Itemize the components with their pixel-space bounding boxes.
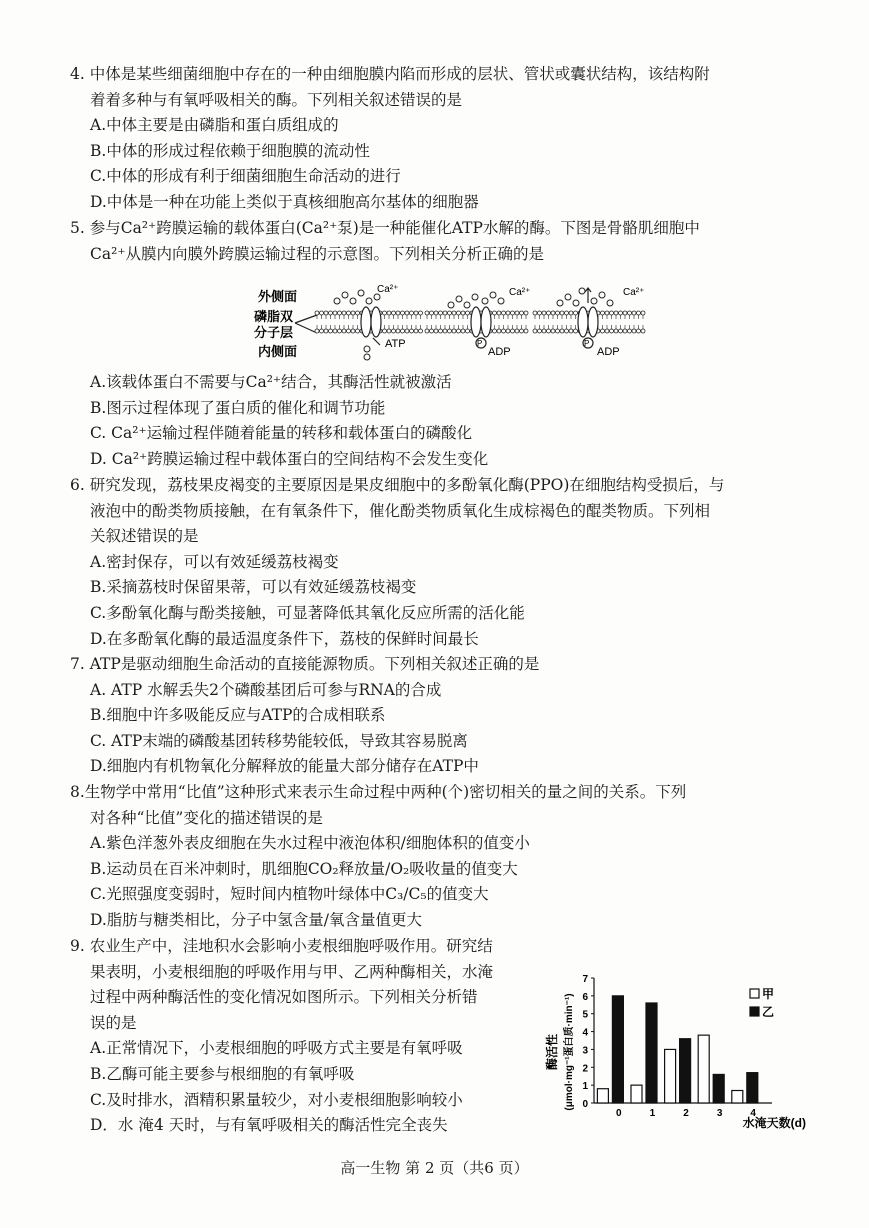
phospholipid-head [392, 329, 396, 333]
adp-label: ADP [597, 346, 620, 358]
bar-yi [747, 1073, 758, 1103]
phospholipid-head [556, 311, 560, 315]
inner-side-label: 内侧面 [257, 344, 297, 359]
phospholipid-head [515, 329, 519, 333]
phospholipid-head [466, 329, 470, 333]
phospholipid-head [329, 329, 333, 333]
phospholipid-head [405, 329, 409, 333]
phospholipid-head [448, 329, 452, 333]
phospholipid-head [439, 311, 443, 315]
phospholipid-head [551, 329, 555, 333]
calcium-ion [350, 298, 356, 304]
calcium-ion [607, 300, 613, 306]
phospholipid-head [628, 311, 632, 315]
phospholipid-head [632, 311, 636, 315]
phospholipid-head [502, 329, 506, 333]
phospholipid-head [565, 329, 569, 333]
phospholipid-head [401, 311, 405, 315]
phospholipid-head [547, 311, 551, 315]
phospholipid-head [619, 329, 623, 333]
calcium-pump-diagram [245, 283, 665, 365]
phospholipid-head [401, 329, 405, 333]
phospholipid-head [329, 311, 333, 315]
calcium-ion [364, 354, 370, 360]
phospholipid-head [356, 329, 360, 333]
phospholipid-head [623, 311, 627, 315]
phospholipid-head [542, 329, 546, 333]
phospholipid-head [637, 329, 641, 333]
calcium-ion [573, 300, 579, 306]
phospholipid-head [356, 311, 360, 315]
phospholipid-head [466, 311, 470, 315]
option-b: B.乙酶可能主要参与根细胞的有氧呼吸 [90, 1064, 355, 1083]
phospholipid-head [493, 329, 497, 333]
option-b: B.细胞中许多吸能反应与ATP的合成相联系 [90, 706, 386, 725]
efflux-arrow [585, 288, 591, 303]
calcium-ion [358, 290, 364, 296]
phosphate-label: P [584, 339, 590, 348]
phospholipid-head [396, 329, 400, 333]
y-axis-unit: (μmol·mg⁻¹蛋白质·min⁻¹) [564, 993, 575, 1111]
phospholipid-head [351, 329, 355, 333]
phospholipid-head [574, 329, 578, 333]
phospholipid-head [387, 329, 391, 333]
x-tick-label: 3 [716, 1108, 723, 1119]
question-5 [70, 216, 800, 267]
phospholipid-head [434, 311, 438, 315]
page-footer: 高一生物 第 2 页（共6 页） [340, 1159, 529, 1177]
phospholipid-head [333, 311, 337, 315]
enzyme-activity-chart [528, 960, 806, 1130]
phospholipid-head [560, 329, 564, 333]
phospholipid-head [511, 329, 515, 333]
ca-label: Ca²⁺ [377, 284, 399, 295]
pump-subunit [588, 307, 598, 337]
phospholipid-head [452, 329, 456, 333]
question-stem-line: 4. 中体是某些细菌细胞中存在的一种由细胞膜内陷而形成的层状、管状或囊状结构，该结构附 [70, 65, 710, 83]
phospholipid-head [632, 329, 636, 333]
phospholipid-head [502, 311, 506, 315]
calcium-ion [557, 300, 563, 306]
calcium-ion [448, 302, 454, 308]
option-c: C.光照强度变弱时，短时间内植物叶绿体中C₃/C₅的值变大 [90, 885, 489, 904]
phospholipid-head [315, 329, 319, 333]
phospholipid-head [538, 311, 542, 315]
phospholipid-head [439, 329, 443, 333]
phospholipid-head [342, 329, 346, 333]
calcium-ion [599, 292, 605, 298]
phospholipid-head [601, 329, 605, 333]
phospholipid-head [614, 329, 618, 333]
adp-label: ADP [488, 346, 511, 358]
phospholipid-head [623, 329, 627, 333]
phospholipid-head [452, 311, 456, 315]
pump-subunit [481, 307, 491, 337]
phospholipid-head [383, 311, 387, 315]
pump-subunit [371, 307, 381, 337]
phospholipid-head [425, 311, 429, 315]
x-tick-label: 1 [649, 1108, 656, 1119]
phospholipid-head [524, 329, 528, 333]
phospholipid-head [551, 311, 555, 315]
option-a: A. ATP 水解丢失2个磷酸基团后可参与RNA的合成 [90, 680, 442, 699]
question-stem-line: 果表明，小麦根细胞的呼吸作用与甲、乙两种酶相关，水淹 [90, 962, 494, 981]
calcium-ion [366, 298, 372, 304]
phospholipid-head [443, 311, 447, 315]
bar-yi [612, 996, 623, 1103]
option-d: D．水 淹4 天时，与有氧呼吸相关的酶活性完全丧失 [90, 1116, 448, 1135]
bar-jia [631, 1085, 642, 1103]
option-d: D.中体是一种在功能上类似于真核细胞高尔基体的细胞器 [90, 192, 479, 211]
phosphate-label: P [477, 339, 483, 348]
question-stem-line: 7. ATP是驱动细胞生命活动的直接能源物质。下列相关叙述正确的是 [70, 655, 540, 673]
phospholipid-head [461, 311, 465, 315]
question-stem-line: 误的是 [90, 1013, 137, 1032]
phospholipid-head [511, 311, 515, 315]
phospholipid-head [414, 329, 418, 333]
y-tick-labels [582, 974, 594, 1110]
option-d: D. Ca²⁺跨膜运输过程中载体蛋白的空间结构不会发生变化 [90, 449, 489, 468]
y-tick-label: 7 [582, 974, 588, 985]
option-a: A.中体主要是由磷脂和蛋白质组成的 [90, 116, 339, 135]
phospholipid-head [515, 311, 519, 315]
option-a: A.密封保存，可以有效延缓荔枝褐变 [90, 552, 339, 571]
phospholipid-head [434, 329, 438, 333]
question-8 [70, 780, 800, 934]
option-c: C. ATP末端的磷酸基团转移势能较低，导致其容易脱离 [90, 731, 468, 750]
question-7 [70, 652, 800, 780]
x-tick-labels [616, 1108, 756, 1119]
bar-jia [732, 1091, 743, 1104]
phospholipid-head [614, 311, 618, 315]
calcium-ion [456, 296, 462, 302]
phospholipid-head [457, 329, 461, 333]
phospholipid-head [443, 329, 447, 333]
phospholipid-head [405, 311, 409, 315]
phospholipid-head [333, 329, 337, 333]
phospholipid-head [641, 329, 645, 333]
question-6 [70, 473, 800, 652]
phospholipid-head [538, 329, 542, 333]
phospholipid-head [520, 329, 524, 333]
bar-yi [646, 1003, 657, 1103]
question-5-options [70, 370, 800, 472]
option-d: D.细胞内有机物氧化分解释放的能量大部分储存在ATP中 [90, 757, 479, 776]
calcium-ion [342, 292, 348, 298]
phospholipid-head [338, 329, 342, 333]
y-axis-title [544, 993, 575, 1110]
phospholipid-head [392, 311, 396, 315]
phospholipid-head [493, 311, 497, 315]
option-a: A.正常情况下，小麦根细胞的呼吸方式主要是有氧呼吸 [90, 1039, 463, 1058]
question-stem-line: 着着多种与有氧呼吸相关的酶。下列相关叙述错误的是 [90, 90, 463, 109]
pump-subunit [361, 307, 371, 337]
question-stem-line: 对各种“比值”变化的描述错误的是 [90, 808, 323, 827]
phospholipid-head [457, 311, 461, 315]
y-axis-label: 酶活性 [545, 1033, 559, 1071]
phospholipid-head [610, 311, 614, 315]
phospholipid-head [619, 311, 623, 315]
option-c: C.及时排水，酒精积累量较少，对小麦根细胞影响较小 [90, 1090, 463, 1109]
question-4 [70, 62, 800, 216]
phospholipid-head [461, 329, 465, 333]
pump-subunit [578, 307, 588, 337]
calcium-ion [490, 292, 496, 298]
question-stem-line: Ca²⁺从膜内向膜外跨膜运输过程的示意图。下列相关分析正确的是 [90, 244, 544, 263]
x-tick-label: 2 [683, 1108, 689, 1119]
y-tick-label: 1 [582, 1081, 588, 1093]
phospholipid-head [637, 311, 641, 315]
calcium-ion [482, 298, 488, 304]
calcium-ion [498, 298, 504, 304]
phospholipid-head [448, 311, 452, 315]
y-tick-label: 6 [582, 991, 588, 1003]
x-tick-label: 0 [616, 1108, 622, 1119]
phospholipid-head [315, 311, 319, 315]
phospholipid-head [430, 329, 434, 333]
phospholipid-head [396, 311, 400, 315]
question-stem-line: 过程中两种酶活性的变化情况如图所示。下列相关分析错 [90, 988, 478, 1007]
phospholipid-head [569, 311, 573, 315]
legend-label: 甲 [762, 987, 775, 1001]
phospholipid-head [425, 329, 429, 333]
question-stem-line: 9. 农业生产中，洼地积水会影响小麦根细胞呼吸作用。研究结 [70, 937, 493, 955]
pump-subunit [471, 307, 481, 337]
bar-jia [597, 1089, 608, 1103]
phospholipid-head [419, 311, 423, 315]
question-stem-line: 关叙述错误的是 [90, 527, 199, 546]
bilayer-label-line1: 磷脂双 [253, 309, 293, 324]
bar-yi [680, 1039, 691, 1103]
phospholipid-head [542, 311, 546, 315]
calcium-ion [364, 346, 370, 352]
phospholipid-head [497, 311, 501, 315]
legend-swatch [750, 1007, 759, 1016]
option-c: C. Ca²⁺运输过程伴随着能量的转移和载体蛋白的磷酸化 [90, 424, 473, 443]
phospholipid-head [601, 311, 605, 315]
phospholipid-head [574, 311, 578, 315]
option-d: D.脂肪与糖类相比，分子中氢含量/氧含量值更大 [90, 910, 423, 929]
ca-label: Ca²⁺ [509, 287, 531, 298]
option-b: B.图示过程体现了蛋白质的催化和调节功能 [90, 398, 386, 417]
phospholipid-head [605, 329, 609, 333]
ca-label: Ca²⁺ [623, 287, 645, 298]
phospholipid-head [320, 329, 324, 333]
calcium-ion [579, 288, 585, 294]
outer-side-label: 外侧面 [257, 289, 297, 304]
bilayer-label-line2: 分子层 [253, 325, 293, 340]
question-stem-line: 5. 参与Ca²⁺跨膜运输的载体蛋白(Ca²⁺泵)是一种能催化ATP水解的酶。下图是骨骼肌细胞中 [70, 219, 700, 237]
calcium-ion [591, 298, 597, 304]
calcium-ion [472, 294, 478, 300]
option-a: A.该载体蛋白不需要与Ca²⁺结合，其酶活性就被激活 [90, 373, 452, 391]
phospholipid-head [547, 329, 551, 333]
phospholipid-head [324, 311, 328, 315]
option-b: B.运动员在百米冲刺时，肌细胞CO₂释放量/O₂吸收量的值变大 [90, 859, 518, 878]
question-stem-line: 6. 研究发现，荔枝果皮褐变的主要原因是果皮细胞中的多酚氧化酶(PPO)在细胞结构受损后，与 [70, 476, 725, 494]
phospholipid-head [410, 329, 414, 333]
phospholipid-head [556, 329, 560, 333]
bilayer-pointer [295, 315, 317, 333]
x-axis-label: 水淹天数(d) [742, 1116, 806, 1130]
calcium-ion [334, 298, 340, 304]
option-b: B.中体的形成过程依赖于细胞膜的流动性 [90, 141, 370, 160]
phospholipid-head [342, 311, 346, 315]
phospholipid-head [347, 329, 351, 333]
option-d: D.在多酚氧化酶的最适温度条件下，荔枝的保鲜时间最长 [90, 629, 479, 648]
phospholipid-head [520, 311, 524, 315]
phospholipid-head [524, 311, 528, 315]
phospholipid-head [565, 311, 569, 315]
question-stem-line: 液泡中的酚类物质接触，在有氧条件下，催化酚类物质氧化生成棕褐色的醌类物质。下列相 [90, 501, 711, 520]
phospholipid-head [560, 311, 564, 315]
phospholipid-head [338, 311, 342, 315]
phospholipid-head [320, 311, 324, 315]
phospholipid-head [430, 311, 434, 315]
calcium-ion [565, 294, 571, 300]
bar-yi [713, 1074, 724, 1103]
phospholipid-head [324, 329, 328, 333]
y-tick-label: 0 [582, 1099, 588, 1110]
bars [597, 996, 757, 1103]
phospholipid-head [497, 329, 501, 333]
phospholipid-head [641, 311, 645, 315]
question-stem-line: 8.生物学中常用“比值”这种形式来表示生命过程中两种(个)密切相关的量之间的关系。下列 [70, 783, 687, 801]
calcium-ion [464, 302, 470, 308]
option-a: A.紫色洋葱外表皮细胞在失水过程中液泡体积/细胞体积的值变小 [90, 834, 530, 853]
y-tick-label: 4 [582, 1027, 588, 1039]
bar-jia [698, 1035, 709, 1103]
phospholipid-head [628, 329, 632, 333]
phospholipid-head [347, 311, 351, 315]
option-c: C.中体的形成有利于细菌细胞生命活动的进行 [90, 167, 401, 186]
legend-swatch [750, 989, 759, 998]
chart-legend [750, 987, 774, 1019]
x-tick-label: 4 [750, 1108, 756, 1119]
legend-label: 乙 [762, 1005, 775, 1019]
phospholipid-head [414, 311, 418, 315]
bar-jia [665, 1049, 676, 1103]
atp-arrow [373, 338, 380, 345]
phospholipid-head [410, 311, 414, 315]
phospholipid-head [605, 311, 609, 315]
phospholipid-head [506, 329, 510, 333]
option-c: C.多酚氧化酶与酚类接触，可显著降低其氧化反应所需的活化能 [90, 603, 525, 622]
y-tick-label: 2 [582, 1063, 588, 1075]
phospholipid-head [419, 329, 423, 333]
phospholipid-head [351, 311, 355, 315]
option-b: B.采摘荔枝时保留果蒂，可以有效延缓荔枝褐变 [90, 578, 417, 597]
y-tick-label: 3 [582, 1045, 588, 1057]
phospholipid-head [533, 311, 537, 315]
phospholipid-head [533, 329, 537, 333]
phospholipid-head [610, 329, 614, 333]
phospholipid-head [383, 329, 387, 333]
atp-label: ATP [385, 338, 406, 350]
y-tick-label: 5 [582, 1009, 588, 1021]
phospholipid-head [387, 311, 391, 315]
phospholipid-head [506, 311, 510, 315]
phospholipid-head [569, 329, 573, 333]
